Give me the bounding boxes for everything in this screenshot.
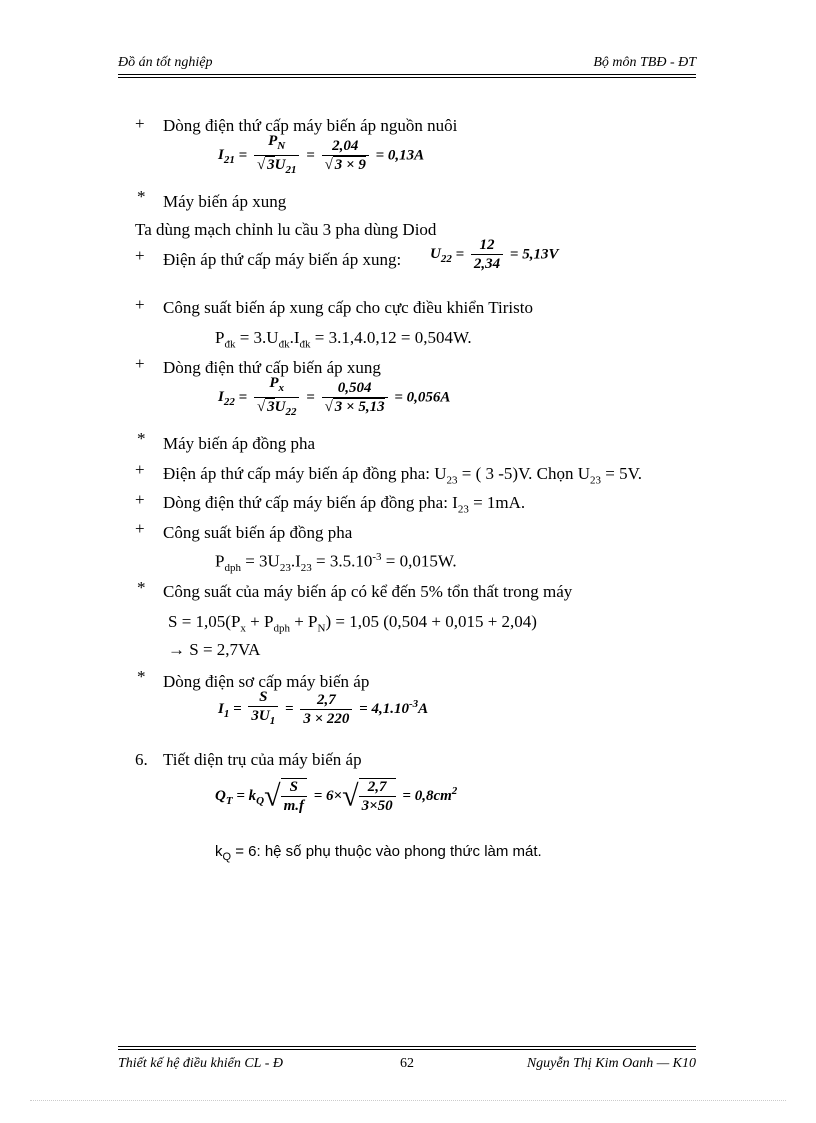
text-line: Điện áp thứ cấp máy biến áp đồng pha: $U_{23}$ = ( 3 -5)V. Chọn $U_{23} = 5V$. [163, 464, 642, 487]
text-line: Ta dùng mạch chỉnh lu cầu 3 pha dùng Diod [135, 220, 437, 239]
equation-qt: $Q_T = k_Q√$ $\frac{S}{m.f}$ = 6×√ $\frac{2,7}{3\times 50}$ = $0,8cm^2$ [215, 779, 458, 814]
text-line: Máy biến áp đồng pha [163, 434, 316, 453]
text-line: $P_{đk} = 3.U_{đk}.I_{đk} = 3.1,4.0,12 = 0,504W$. [215, 328, 472, 351]
text-line: Dòng điện thứ cấp máy biến áp nguồn nuôi [163, 116, 458, 135]
bullet-plus: + [135, 246, 145, 265]
bullet-plus: + [135, 490, 145, 509]
header-rule [118, 74, 696, 75]
eq-fraction: $\frac{2,7}{3\times 50}$ [359, 778, 396, 815]
bullet-star: * [137, 578, 146, 597]
text-line: Công suất biến áp xung cấp cho cực điều khiển Tiristo [163, 298, 533, 317]
text-line: Công suất của máy biến áp có kể đến 5% tổn thất trong máy [163, 582, 573, 601]
equation-i1: $I_1$ = $\frac{S}{3U_1}$ = $\frac{2,7}{3 \times 220}$ = $4,1.10^{-3}A$ [218, 689, 428, 730]
bullet-plus: + [135, 354, 145, 373]
text-line: Dòng điện sơ cấp máy biến áp [163, 672, 370, 691]
bullet-plus: + [135, 519, 145, 538]
header-left: Đồ án tốt nghiệp [118, 55, 213, 70]
page-number: 62 [400, 1056, 414, 1071]
equation-i21: $I_{21}$ = $\frac{P_N}{√ 3U_{21}}$ = $\frac{2,04}{√ 3 \times 9}$ = 0,13A [218, 133, 424, 179]
eq-fraction: $\frac{S}{3U_1}$ [248, 689, 278, 730]
bullet-star: * [137, 187, 146, 206]
eq-result: $4,1.10^{-3}A$ [371, 697, 429, 717]
section-number: 6. [135, 750, 148, 769]
eq-fraction: $\frac{P_N}{√ 3U_{21}}$ [254, 133, 300, 179]
text-line: → S = 2,7VA [168, 640, 261, 659]
text-line: $S = 1,05(P_x + P_{dph} + P_N) = 1,05$ (0,504 + 0,015 + 2,04) [168, 612, 537, 635]
footer-right: Nguyễn Thị Kim Oanh — K10 [526, 1056, 696, 1071]
eq-fraction: $\frac{2,04}{√ 3 \times 9}$ [322, 138, 369, 174]
eq-fraction: $\frac{S}{m.f}$ [281, 778, 307, 815]
text-line: $k_Q = 6$: hệ số phụ thuộc vào phong thức làm mát. [215, 843, 542, 863]
bullet-plus: + [135, 114, 145, 133]
footer-left: Thiết kế hệ điều khiển CL - Đ [118, 1056, 283, 1071]
eq-result: 5,13V [522, 246, 559, 263]
eq-result: 0,056A [406, 389, 451, 406]
page-bottom-border [30, 1100, 786, 1101]
header-rule-2 [118, 77, 696, 78]
text-line: Công suất biến áp đồng pha [163, 523, 353, 542]
header-right: Bộ môn TBĐ - ĐT [593, 55, 696, 70]
equation-i22: $I_{22}$ = $\frac{P_x}{√ 3U_{22}}$ = $\frac{0,504}{√ 3 \times 5,13}$ = 0,056A [218, 375, 450, 421]
text-line: Dòng điện thứ cấp máy biến áp đồng pha: $I_{23} = 1mA$. [163, 493, 526, 516]
footer-rule-2 [118, 1049, 696, 1050]
eq-fraction: $\frac{P_x}{√ 3U_{22}}$ [254, 375, 300, 421]
eq-fraction: $\frac{2,7}{3 \times 220}$ [300, 692, 352, 728]
text-line: Điện áp thứ cấp máy biến áp xung: [163, 250, 402, 269]
text-line: Dòng điện thứ cấp biến áp xung [163, 358, 381, 377]
bullet-star: * [137, 429, 146, 448]
eq-lhs: $I_{21}$ [218, 147, 235, 167]
eq-fraction: $\frac{0,504}{√ 3 \times 5,13}$ [322, 380, 388, 416]
text-line: Máy biến áp xung [163, 192, 287, 211]
eq-result: $0,8cm^2$ [414, 784, 458, 804]
equation-u22: $U_{22}$ = $\frac{12}{2,34}$ = 5,13V [430, 237, 559, 272]
eq-result: 0,13A [387, 147, 425, 164]
footer-rule [118, 1046, 696, 1047]
bullet-plus: + [135, 460, 145, 479]
bullet-star: * [137, 667, 146, 686]
bullet-plus: + [135, 295, 145, 314]
eq-fraction: $\frac{12}{2,34}$ [471, 237, 503, 273]
text-line: $P_{dph} = 3U_{23}.I_{23} = 3.5.10^{-3} = 0,015W$. [215, 551, 457, 575]
section-heading: Tiết diện trụ của máy biến áp [163, 750, 362, 769]
